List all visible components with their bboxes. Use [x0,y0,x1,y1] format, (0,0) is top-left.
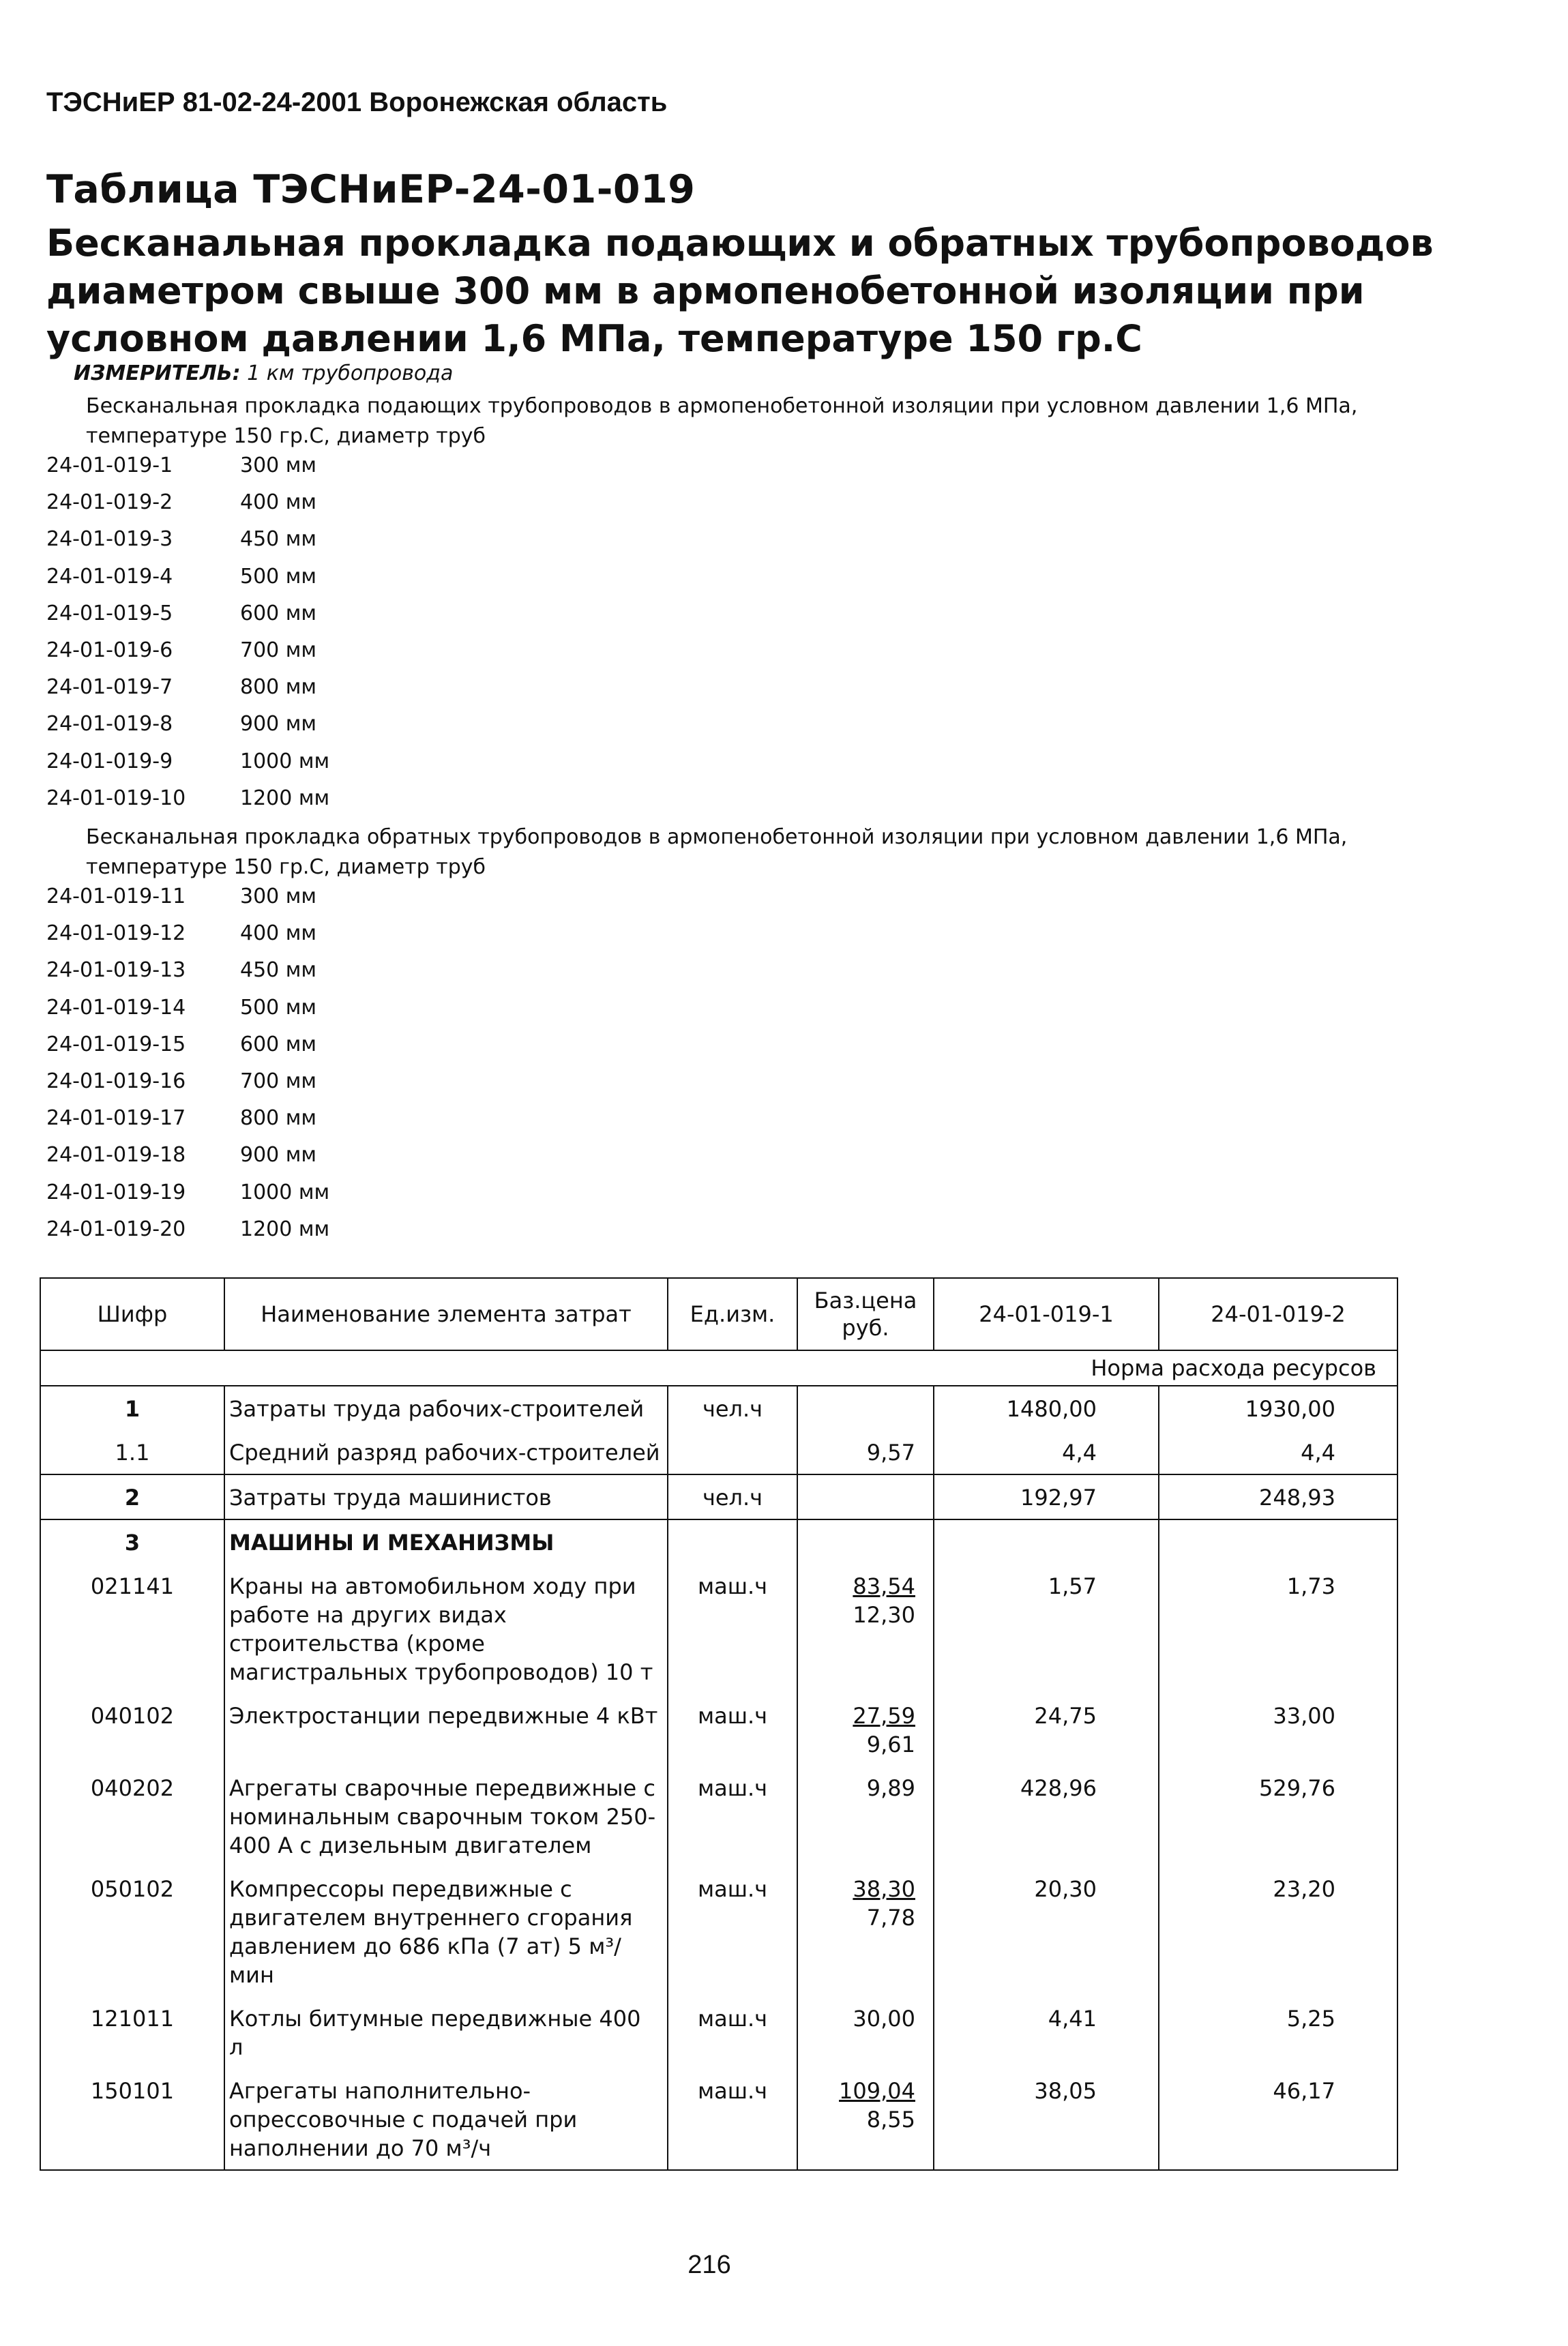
cell-name: Агрегаты наполнительно-опрессовочные с подачей при наполнении до 70 м³/ч [224,2068,668,2170]
code-number: 24-01-019-15 [46,1032,186,1056]
price-value: 8,55 [866,2107,915,2133]
code-number: 24-01-019-18 [46,1143,186,1168]
table-row [40,1867,1397,1996]
pipe-diameter: 400 мм [240,490,317,515]
cell-c1: 20,30 [934,1867,1159,1996]
norm-row [40,1350,1397,1386]
pipe-diameter: 900 мм [240,712,317,737]
pipe-diameter: 400 мм [240,921,317,946]
group1-code-row [46,447,329,484]
group1-code-row [46,559,329,595]
measure-line [74,361,453,385]
code-number: 24-01-019-4 [46,564,173,589]
group1-description: Бесканальная прокладка подающих трубопроводов в армопенобетонной изоляции при условном давлении 1,6 МПа, температуре 150 гр.С, диаметр труб [86,394,1358,448]
header-price [797,1278,934,1350]
table-title: Таблица ТЭСНиЕР-24-01-019 [46,167,696,212]
table-row [40,1519,1397,1564]
code-number: 24-01-019-1 [46,454,173,477]
cell-c1: 1480,00 [934,1386,1159,1430]
group2-code-row [46,1100,329,1137]
cell-c1: 38,05 [934,2068,1159,2170]
code-number: 24-01-019-11 [46,885,186,908]
cell-price [797,1386,934,1430]
cell-c2: 33,00 [1159,1693,1397,1766]
header-price-line1: Баз.цена [814,1288,917,1313]
pipe-diameter: 300 мм [240,885,317,908]
group2-code-row [46,990,329,1026]
cell-name: МАШИНЫ И МЕХАНИЗМЫ [224,1519,668,1564]
table-subtitle: Бесканальная прокладка подающих и обратных трубопроводов диаметром свыше 300 мм в армопенобетонной изоляции при условном давлении 1,6 МПа, температуре 150 гр.С [46,222,1434,360]
pipe-diameter: 700 мм [240,1069,317,1093]
code-number: 24-01-019-19 [46,1180,186,1204]
cell-price [797,1867,934,1996]
page-number: 216 [687,2251,731,2279]
cell-c2: 5,25 [1159,1996,1397,2068]
group2-code-row [46,952,329,989]
code-number: 24-01-019-16 [46,1069,186,1093]
pipe-diameter: 500 мм [240,995,317,1020]
group1-code-row [46,669,329,706]
group2-code-list [46,878,329,1248]
pipe-diameter: 1000 мм [240,1180,330,1204]
cell-name: Агрегаты сварочные передвижные с номинальным сварочным током 250-400 А с дизельным двигателем [224,1766,668,1867]
pipe-diameter: 700 мм [240,638,317,662]
cell-unit [668,1430,797,1474]
group2-description: Бесканальная прокладка обратных трубопроводов в армопенобетонной изоляции при условном давлении 1,6 МПа, температуре 150 гр.С, диаметр труб [86,825,1348,879]
price-total: 83,54 [853,1573,915,1599]
cell-code: 1 [40,1386,224,1430]
cell-unit: маш.ч [668,2068,797,2170]
header-price-line2: руб. [842,1315,889,1341]
table-row [40,2068,1397,2170]
table-header-row [40,1278,1397,1350]
cell-c2: 46,17 [1159,2068,1397,2170]
group1-code-row [46,484,329,521]
group1-code-row [46,743,329,780]
cell-name: Средний разряд рабочих-строителей [224,1430,668,1474]
cell-c1: 428,96 [934,1766,1159,1867]
cell-c1 [934,1519,1159,1564]
resources-table [40,1277,1398,2171]
cell-price [797,1474,934,1519]
cell-price [797,1519,934,1564]
cell-price [797,1766,934,1867]
cell-c2: 248,93 [1159,1474,1397,1519]
price-value: 7,78 [866,1905,915,1931]
cell-c2: 1930,00 [1159,1386,1397,1430]
pipe-diameter: 800 мм [240,1106,317,1131]
group1-code-list [46,447,329,817]
code-number: 24-01-019-14 [46,995,186,1020]
cell-c1: 1,57 [934,1564,1159,1693]
group1-code-row [46,706,329,743]
pipe-diameter: 450 мм [240,527,317,552]
code-number: 24-01-019-5 [46,601,173,625]
pipe-diameter: 1000 мм [240,749,330,773]
table-row [40,1693,1397,1766]
cell-code: 150101 [40,2068,224,2170]
cell-name: Краны на автомобильном ходу при работе на других видах строительства (кроме магистральных трубопроводов) 10 т [224,1564,668,1693]
page-header: ТЭСНиЕР 81-02-24-2001 Воронежская область [46,87,668,117]
price-value: 9,57 [866,1440,915,1466]
code-number: 24-01-019-9 [46,749,173,773]
price-total: 109,04 [839,2078,915,2104]
pipe-diameter: 600 мм [240,601,317,625]
code-number: 24-01-019-13 [46,958,186,983]
table-row [40,1766,1397,1867]
price-total: 27,59 [853,1703,915,1729]
pipe-diameter: 600 мм [240,1032,317,1056]
header-c2: 24-01-019-2 [1159,1278,1397,1350]
cell-code: 1.1 [40,1430,224,1474]
cell-c1: 4,41 [934,1996,1159,2068]
cell-unit: маш.ч [668,1867,797,1996]
code-number: 24-01-019-6 [46,638,173,662]
cell-unit: чел.ч [668,1386,797,1430]
table-row [40,1430,1397,1474]
cell-code: 040102 [40,1693,224,1766]
price-value: 9,61 [866,1732,915,1757]
cell-unit: маш.ч [668,1996,797,2068]
pipe-diameter: 500 мм [240,564,317,589]
cell-c2 [1159,1519,1397,1564]
price-value: 30,00 [853,2006,915,2032]
code-number: 24-01-019-10 [46,786,186,810]
price-total: 38,30 [853,1876,915,1902]
cell-c2: 529,76 [1159,1766,1397,1867]
cell-name: Затраты труда рабочих-строителей [224,1386,668,1430]
measure-value: 1 км трубопровода [247,361,454,385]
cell-unit: маш.ч [668,1693,797,1766]
group1-code-row [46,595,329,632]
group2-code-row [46,878,329,915]
cell-price [797,1430,934,1474]
norm-label: Норма расхода ресурсов [40,1350,1397,1386]
group1-code-row [46,632,329,669]
cell-code: 050102 [40,1867,224,1996]
cell-price [797,2068,934,2170]
cell-code: 021141 [40,1564,224,1693]
group2-code-row [46,915,329,952]
cell-price [797,1996,934,2068]
cell-price [797,1693,934,1766]
code-number: 24-01-019-8 [46,712,173,737]
pipe-diameter: 300 мм [240,454,317,477]
table-row [40,1474,1397,1519]
code-number: 24-01-019-17 [46,1106,186,1131]
header-code: Шифр [40,1278,224,1350]
cell-code: 3 [40,1519,224,1564]
code-number: 24-01-019-7 [46,675,173,700]
group2-code-row [46,1063,329,1100]
cell-c2: 4,4 [1159,1430,1397,1474]
cell-name: Электростанции передвижные 4 кВт [224,1693,668,1766]
cell-code: 040202 [40,1766,224,1867]
cell-unit: чел.ч [668,1474,797,1519]
cell-c1: 4,4 [934,1430,1159,1474]
group2-code-row [46,1211,329,1248]
code-number: 24-01-019-12 [46,921,186,946]
cell-c1: 24,75 [934,1693,1159,1766]
price-value: 9,89 [866,1775,915,1801]
cell-price [797,1564,934,1693]
table-row [40,1564,1397,1693]
code-number: 24-01-019-2 [46,490,173,515]
group2-code-row [46,1137,329,1174]
pipe-diameter: 900 мм [240,1143,317,1168]
cell-code: 121011 [40,1996,224,2068]
header-c1: 24-01-019-1 [934,1278,1159,1350]
cell-unit [668,1519,797,1564]
header-unit: Ед.изм. [668,1278,797,1350]
cell-name: Затраты труда машинистов [224,1474,668,1519]
cell-code: 2 [40,1474,224,1519]
measure-label: ИЗМЕРИТЕЛЬ: [74,361,241,385]
cell-c2: 1,73 [1159,1564,1397,1693]
cell-unit: маш.ч [668,1766,797,1867]
pipe-diameter: 800 мм [240,675,317,700]
code-number: 24-01-019-3 [46,527,173,552]
price-value: 12,30 [853,1602,915,1628]
cell-name: Котлы битумные передвижные 400 л [224,1996,668,2068]
code-number: 24-01-019-20 [46,1217,186,1241]
pipe-diameter: 450 мм [240,958,317,983]
pipe-diameter: 1200 мм [240,786,330,810]
cell-c1: 192,97 [934,1474,1159,1519]
cell-unit: маш.ч [668,1564,797,1693]
table-row [40,1386,1397,1430]
group2-code-row [46,1174,329,1211]
group2-code-row [46,1026,329,1063]
group1-code-row [46,780,329,817]
cell-c2: 23,20 [1159,1867,1397,1996]
table-row [40,1996,1397,2068]
cell-name: Компрессоры передвижные с двигателем внутреннего сгорания давлением до 686 кПа (7 ат) 5 м³/мин [224,1867,668,1996]
header-name: Наименование элемента затрат [224,1278,668,1350]
pipe-diameter: 1200 мм [240,1217,330,1241]
group1-code-row [46,521,329,558]
